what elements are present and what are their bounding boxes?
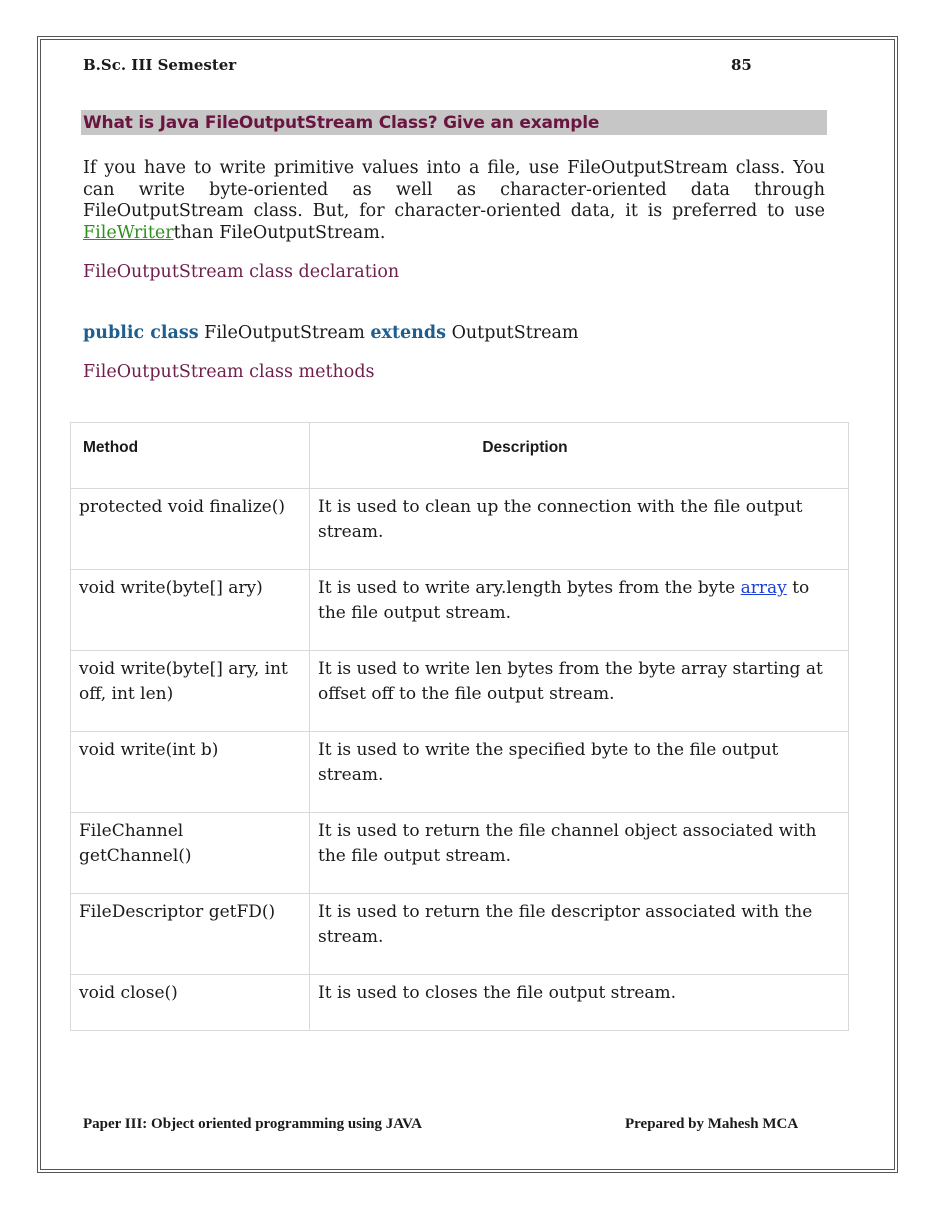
method-cell: FileChannel getChannel()	[71, 813, 310, 894]
table-header-row	[71, 423, 849, 489]
description-text-after: to the file output stream.	[318, 578, 810, 623]
question-heading: What is Java FileOutputStream Class? Give an example	[83, 113, 600, 133]
intro-text-after: than FileOutputStream.	[173, 222, 386, 243]
header-course: B.Sc. III Semester	[83, 56, 237, 74]
intro-text-before: If you have to write primitive values into a file, use FileOutputStream class. You can write byte-oriented as well as character-oriented data through FileOutputStream class. But, for character-oriented data, it is preferred to use	[83, 158, 825, 221]
method-cell: void write(byte[] ary)	[71, 570, 310, 651]
footer-author: Prepared by Mahesh MCA	[625, 1116, 799, 1132]
table-row	[71, 813, 849, 894]
table-row	[71, 732, 849, 813]
parent-class-name: OutputStream	[451, 323, 579, 343]
description-cell: It is used to return the file channel object associated with the file output stream.	[310, 813, 849, 894]
declaration-heading: FileOutputStream class declaration	[83, 262, 400, 282]
table-row	[71, 651, 849, 732]
filewriter-link[interactable]: FileWriter	[83, 222, 174, 243]
class-declaration	[83, 323, 579, 343]
description-cell: It is used to clean up the connection with the file output stream.	[310, 489, 849, 570]
table-row	[71, 975, 849, 1031]
keyword-public-class: public class	[83, 323, 199, 343]
methods-table	[70, 422, 849, 1031]
method-cell: protected void finalize()	[71, 489, 310, 570]
methods-heading: FileOutputStream class methods	[83, 362, 375, 382]
table-row	[71, 570, 849, 651]
description-cell	[310, 570, 849, 651]
array-link[interactable]: array	[740, 578, 787, 598]
description-cell: It is used to return the file descriptor associated with the stream.	[310, 894, 849, 975]
keyword-extends: extends	[370, 323, 446, 343]
method-cell: FileDescriptor getFD()	[71, 894, 310, 975]
description-cell: It is used to write the specified byte to the file output stream.	[310, 732, 849, 813]
class-name: FileOutputStream	[204, 323, 365, 343]
description-cell: It is used to write len bytes from the byte array starting at offset off to the file output stream.	[310, 651, 849, 732]
method-cell: void close()	[71, 975, 310, 1031]
table-row	[71, 489, 849, 570]
intro-paragraph	[83, 158, 825, 244]
footer-paper-title: Paper III: Object oriented programming using JAVA	[83, 1116, 422, 1132]
header-page-number: 85	[731, 56, 752, 74]
method-cell: void write(byte[] ary, int off, int len)	[71, 651, 310, 732]
table-row	[71, 894, 849, 975]
method-cell: void write(int b)	[71, 732, 310, 813]
description-text-before: It is used to write ary.length bytes from the byte	[318, 578, 741, 598]
column-header-description: Description	[310, 423, 849, 489]
description-cell: It is used to closes the file output stream.	[310, 975, 849, 1031]
column-header-method: Method	[71, 423, 310, 489]
